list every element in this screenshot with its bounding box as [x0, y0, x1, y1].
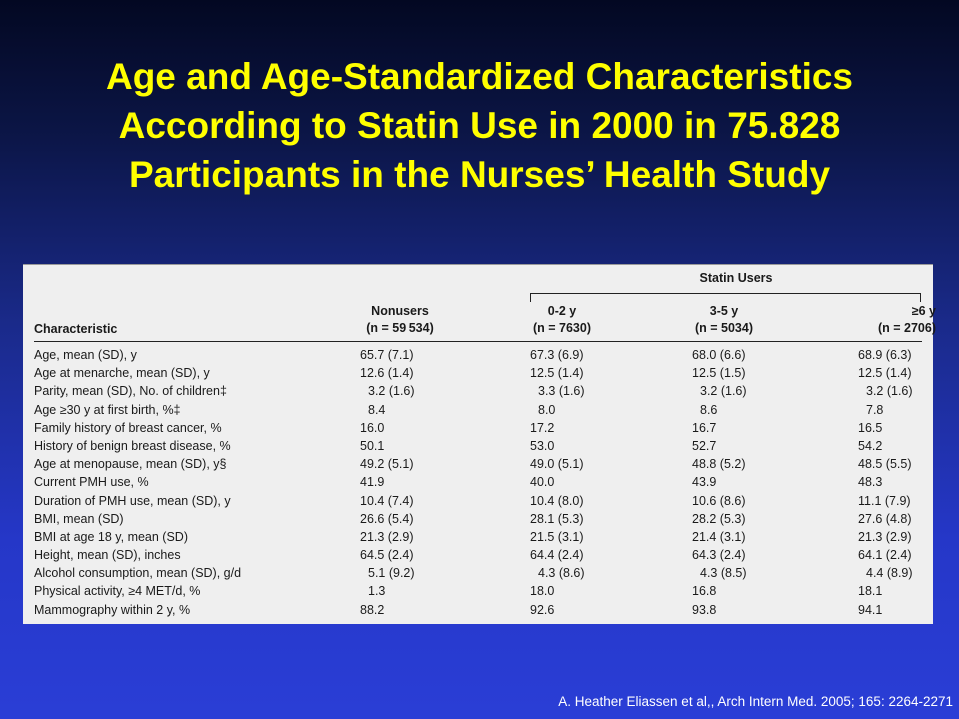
cell-0-2y: 3.3 (1.6)	[538, 384, 585, 399]
title-line-2: According to Statin Use in 2000 in 75.828	[118, 105, 841, 146]
cell-3-5y: 52.7	[692, 438, 717, 453]
column-header-0-2y-label: 0-2 y	[547, 304, 577, 318]
row-label: Parity, mean (SD), No. of children‡	[34, 384, 227, 399]
row-label: Current PMH use, %	[34, 475, 149, 490]
cell-3-5y: 8.6	[700, 402, 718, 417]
row-label: Age at menopause, mean (SD), y§	[34, 457, 227, 472]
table-row	[34, 510, 922, 528]
cell-3-5y: 64.3 (2.4)	[692, 548, 746, 563]
column-header-nonusers-label: Nonusers	[371, 304, 429, 318]
cell-6y: 3.2 (1.6)	[866, 384, 913, 399]
characteristics-table-panel	[23, 264, 936, 624]
row-label: BMI, mean (SD)	[34, 511, 124, 526]
cell-6y: 48.3	[858, 475, 883, 490]
cell-6y: 21.3 (2.9)	[858, 529, 912, 544]
title-line-1: Age and Age-Standardized Characteristics	[105, 56, 854, 97]
cell-0-2y: 8.0	[538, 402, 556, 417]
slide-title	[0, 52, 959, 199]
cell-6y: 54.2	[858, 438, 883, 453]
column-header-3-5y	[676, 303, 772, 337]
row-label: BMI at age 18 y, mean (SD)	[34, 529, 188, 544]
cell-6y: 16.5	[858, 420, 883, 435]
table-row	[34, 364, 922, 382]
row-label: Mammography within 2 y, %	[34, 602, 191, 617]
cell-3-5y: 21.4 (3.1)	[692, 529, 746, 544]
cell-nonusers: 49.2 (5.1)	[360, 457, 414, 472]
cell-6y: 27.6 (4.8)	[858, 511, 912, 526]
header-rule	[34, 341, 922, 342]
table-row	[34, 582, 922, 600]
citation: A. Heather Eliassen et al,, Arch Intern Med. 2005; 165: 2264-2271	[558, 694, 953, 709]
cell-6y: 4.4 (8.9)	[866, 566, 913, 581]
table-row	[34, 346, 922, 364]
table-row	[34, 528, 922, 546]
table-row	[34, 564, 922, 582]
table-row	[34, 492, 922, 510]
cell-0-2y: 4.3 (8.6)	[538, 566, 585, 581]
column-header-6y	[840, 303, 936, 337]
cell-0-2y: 28.1 (5.3)	[530, 511, 584, 526]
cell-0-2y: 12.5 (1.4)	[530, 366, 584, 381]
cell-3-5y: 3.2 (1.6)	[700, 384, 747, 399]
cell-6y: 48.5 (5.5)	[858, 457, 912, 472]
row-label: Age ≥30 y at first birth, %‡	[34, 402, 181, 417]
cell-3-5y: 12.5 (1.5)	[692, 366, 746, 381]
cell-nonusers: 5.1 (9.2)	[368, 566, 415, 581]
cell-nonusers: 3.2 (1.6)	[368, 384, 415, 399]
title-line-3: Participants in the Nurses’ Health Study	[128, 154, 831, 195]
cell-nonusers: 50.1	[360, 438, 385, 453]
statin-users-group-header: Statin Users	[699, 271, 773, 285]
cell-3-5y: 28.2 (5.3)	[692, 511, 746, 526]
row-label: Alcohol consumption, mean (SD), g/d	[34, 566, 242, 581]
cell-0-2y: 40.0	[530, 475, 555, 490]
cell-3-5y: 68.0 (6.6)	[692, 348, 746, 362]
cell-3-5y: 4.3 (8.5)	[700, 566, 747, 581]
cell-nonusers: 8.4	[368, 402, 386, 417]
column-header-0-2y	[514, 303, 610, 337]
cell-nonusers: 16.0	[360, 420, 385, 435]
cell-nonusers: 88.2	[360, 602, 385, 617]
statin-users-bracket	[530, 293, 921, 302]
cell-nonusers: 41.9	[360, 475, 385, 490]
cell-0-2y: 92.6	[530, 602, 555, 617]
table-row	[34, 419, 922, 437]
table-row	[34, 473, 922, 491]
column-header-characteristic: Characteristic	[34, 322, 118, 336]
table-row	[34, 401, 922, 419]
cell-3-5y: 43.9	[692, 475, 717, 490]
cell-3-5y: 10.6 (8.6)	[692, 493, 746, 508]
cell-6y: 94.1	[858, 602, 883, 617]
column-header-6y-n: (n = 2706)	[877, 321, 936, 335]
cell-6y: 64.1 (2.4)	[858, 548, 912, 563]
cell-3-5y: 16.8	[692, 584, 717, 599]
cell-0-2y: 10.4 (8.0)	[530, 493, 584, 508]
cell-0-2y: 18.0	[530, 584, 555, 599]
cell-0-2y: 53.0	[530, 438, 555, 453]
column-header-0-2y-n: (n = 7630)	[532, 321, 591, 335]
table-row	[34, 601, 922, 619]
cell-0-2y: 17.2	[530, 420, 555, 435]
table-row	[34, 546, 922, 564]
row-label: Age, mean (SD), y	[34, 348, 137, 362]
table-body	[34, 346, 922, 619]
cell-nonusers: 1.3	[368, 584, 386, 599]
cell-nonusers: 10.4 (7.4)	[360, 493, 414, 508]
cell-0-2y: 67.3 (6.9)	[530, 348, 584, 362]
table-row	[34, 382, 922, 400]
cell-nonusers: 64.5 (2.4)	[360, 548, 414, 563]
column-header-nonusers	[350, 303, 450, 337]
row-label: Height, mean (SD), inches	[34, 548, 181, 563]
table-row	[34, 455, 922, 473]
column-header-nonusers-n: (n = 59 534)	[366, 321, 434, 335]
cell-6y: 68.9 (6.3)	[858, 348, 912, 362]
cell-nonusers: 12.6 (1.4)	[360, 366, 414, 381]
column-header-3-5y-n: (n = 5034)	[694, 321, 753, 335]
cell-3-5y: 16.7	[692, 420, 717, 435]
row-label: Age at menarche, mean (SD), y	[34, 366, 210, 381]
cell-3-5y: 93.8	[692, 602, 717, 617]
cell-0-2y: 49.0 (5.1)	[530, 457, 584, 472]
table-row	[34, 437, 922, 455]
cell-nonusers: 21.3 (2.9)	[360, 529, 414, 544]
row-label: Duration of PMH use, mean (SD), y	[34, 493, 231, 508]
cell-6y: 18.1	[858, 584, 883, 599]
cell-6y: 11.1 (7.9)	[858, 493, 911, 508]
cell-nonusers: 65.7 (7.1)	[360, 348, 414, 362]
row-label: Family history of breast cancer, %	[34, 420, 222, 435]
row-label: Physical activity, ≥4 MET/d, %	[34, 584, 201, 599]
row-label: History of benign breast disease, %	[34, 438, 231, 453]
cell-6y: 12.5 (1.4)	[858, 366, 912, 381]
cell-0-2y: 64.4 (2.4)	[530, 548, 584, 563]
cell-3-5y: 48.8 (5.2)	[692, 457, 746, 472]
cell-0-2y: 21.5 (3.1)	[530, 529, 584, 544]
column-header-6y-label: ≥6 y	[911, 304, 936, 318]
column-header-3-5y-label: 3-5 y	[709, 304, 739, 318]
cell-nonusers: 26.6 (5.4)	[360, 511, 414, 526]
cell-6y: 7.8	[866, 402, 884, 417]
